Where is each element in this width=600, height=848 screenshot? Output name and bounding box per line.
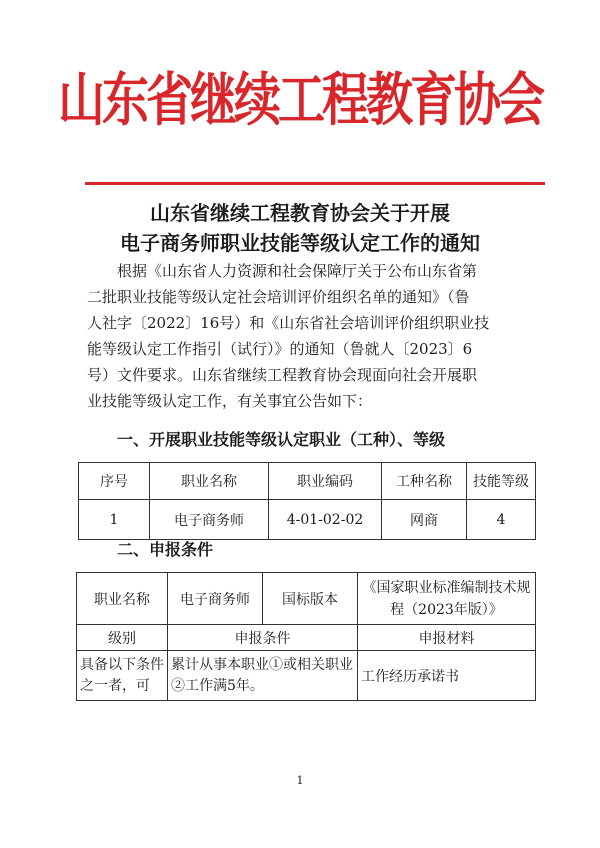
cell-code: 4-01-02-02 (269, 500, 382, 540)
intro-line: 人社字〔2022〕16号）和《山东省社会培训评价组织职业技 (87, 314, 490, 332)
occupation-label: 职业名称 (77, 573, 168, 625)
header-cell: 技能等级 (467, 463, 536, 500)
occupation-row (77, 573, 536, 625)
page-number: 1 (296, 774, 304, 787)
table-row (79, 500, 536, 540)
section-1-heading: 一、开展职业技能等级认定职业（工种）、等级 (117, 430, 446, 449)
materials-cell: 工作经历承诺书 (358, 651, 536, 701)
cell-index: 1 (79, 500, 150, 540)
col-level: 级别 (77, 625, 168, 651)
col-conditions: 申报条件 (168, 625, 358, 651)
table-row (77, 651, 536, 701)
section-2-heading: 二、申报条件 (117, 540, 214, 559)
intro-line: 根据《山东省人力资源和社会保障厅关于公布山东省第 (117, 262, 478, 280)
header-cell: 序号 (79, 463, 150, 500)
intro-line: 二批职业技能等级认定社会培训评价组织名单的通知》（鲁 (87, 288, 470, 306)
intro-paragraph (87, 258, 547, 414)
standard-value: 《国家职业标准编制技术规程（2023年版）》 (358, 573, 536, 625)
org-masthead: 山东省继续工程教育协会 (58, 66, 542, 134)
cell-trade: 网商 (382, 500, 467, 540)
red-divider (85, 182, 545, 185)
doc-title-line-2: 电子商务师职业技能等级认定工作的通知 (120, 231, 480, 255)
col-materials: 申报材料 (358, 625, 536, 651)
requirements-table (76, 572, 536, 701)
occupation-value: 电子商务师 (168, 573, 263, 625)
column-header-row (77, 625, 536, 651)
header-cell: 职业编码 (269, 463, 382, 500)
table-header-row (79, 463, 536, 500)
header-cell: 工种名称 (382, 463, 467, 500)
intro-line: 号）文件要求。山东省继续工程教育协会现面向社会开展职 (87, 366, 478, 384)
intro-line: 能等级认定工作指引（试行）》的通知（鲁就人〔2023〕6 (87, 340, 473, 358)
doc-title-line-1: 山东省继续工程教育协会关于开展 (150, 201, 450, 225)
intro-line: 业技能等级认定工作，有关事宜公告如下： (87, 392, 373, 410)
standard-label: 国标版本 (263, 573, 358, 625)
cell-occupation: 电子商务师 (150, 500, 269, 540)
header-cell: 职业名称 (150, 463, 269, 500)
cell-level: 4 (467, 500, 536, 540)
occupation-table (78, 462, 536, 540)
conditions-cell: 累计从事本职业①或相关职业②工作满5年。 (168, 651, 358, 701)
level-cell: 具备以下条件之一者，可 (77, 651, 168, 701)
